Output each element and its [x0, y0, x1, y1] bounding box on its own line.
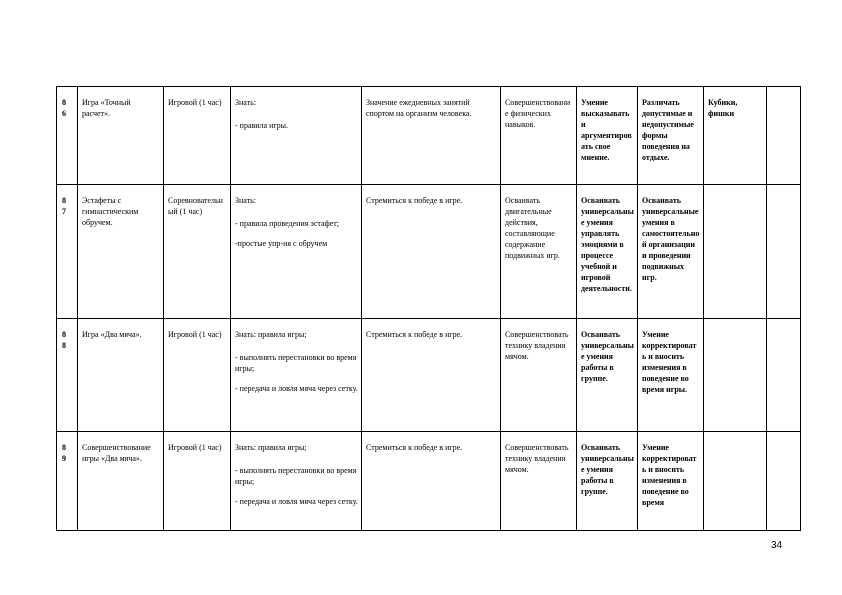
lesson-number: 8 6: [57, 87, 78, 185]
table-row: [57, 87, 801, 185]
knowledge-line: - выполнять перестановки во время игры;: [235, 353, 357, 373]
knowledge-cell: [231, 185, 362, 319]
subject-result: Осваивать двигательные действия, составляющие содержание подвижных игр.: [501, 185, 577, 319]
personal-result: Стремиться к победе в игре.: [362, 319, 501, 432]
knowledge-cell: [231, 87, 362, 185]
lesson-type: Игровой (1 час): [164, 87, 231, 185]
empty-cell: [767, 319, 801, 432]
knowledge-cell: [231, 432, 362, 531]
personal-result: Стремиться к победе в игре.: [362, 432, 501, 531]
subject-result: Совершенствование физических навыков.: [501, 87, 577, 185]
personal-result: Значение ежедневных занятий спортом на организм человека.: [362, 87, 501, 185]
empty-cell: [767, 432, 801, 531]
lesson-topic: Эстафеты с гимнастическим обручем.: [78, 185, 164, 319]
communicative-result: Осваивать универсальные умения в самостоятельной организации и проведении подвижных игр.: [638, 185, 704, 319]
table-row: [57, 432, 801, 531]
lesson-number: 8 8: [57, 319, 78, 432]
lesson-number: 8 7: [57, 185, 78, 319]
equipment: [704, 319, 767, 432]
lesson-number: 8 9: [57, 432, 78, 531]
knowledge-line: Знать: правила игры;: [235, 330, 307, 339]
regulatory-result: Умение высказывать и аргументировать свое мнение.: [577, 87, 638, 185]
knowledge-line: - выполнять перестановки во время игры;: [235, 466, 357, 486]
knowledge-line: Знать:: [235, 196, 256, 205]
lesson-type: Соревновательный (1 час): [164, 185, 231, 319]
communicative-result: Умение корректировать и вносить изменения в поведение во время: [638, 432, 704, 531]
knowledge-line: Знать:: [235, 98, 256, 107]
table-row: [57, 185, 801, 319]
regulatory-result: Осваивать универсальные умения работы в группе.: [577, 432, 638, 531]
knowledge-line: -простые упр-ия с обручем: [235, 239, 328, 248]
regulatory-result: Осваивать универсальные умения управлять эмоциями в процессе учебной и игровой деятельности.: [577, 185, 638, 319]
knowledge-line: - правила игры.: [235, 121, 289, 130]
table-row: [57, 319, 801, 432]
knowledge-cell: [231, 319, 362, 432]
communicative-result: Умение корректировать и вносить изменения в поведение во время игры.: [638, 319, 704, 432]
knowledge-line: - правила проведения эстафет;: [235, 219, 339, 228]
lesson-topic: Совершенствование игры «Два мяча».: [78, 432, 164, 531]
personal-result: Стремиться к победе в игре.: [362, 185, 501, 319]
page-number: 34: [771, 540, 783, 551]
subject-result: Совершенствовать технику владения мячом.: [501, 432, 577, 531]
subject-result: Совершенствовать технику владения мячом.: [501, 319, 577, 432]
lesson-type: Игровой (1 час): [164, 432, 231, 531]
knowledge-line: - передача и ловля мяча через сетку.: [235, 497, 358, 506]
equipment: [704, 185, 767, 319]
lesson-type: Игровой (1 час): [164, 319, 231, 432]
equipment: [704, 432, 767, 531]
knowledge-line: Знать: правила игры;: [235, 443, 307, 452]
table-body: [57, 87, 801, 531]
equipment: Кубики, фишки: [704, 87, 767, 185]
lesson-topic: Игра «Точный расчет».: [78, 87, 164, 185]
empty-cell: [767, 87, 801, 185]
lesson-plan-table: [56, 86, 801, 531]
communicative-result: Различать допустимые и недопустимые формы поведения на отдыхе.: [638, 87, 704, 185]
empty-cell: [767, 185, 801, 319]
lesson-topic: Игра «Два мяча».: [78, 319, 164, 432]
knowledge-line: - передача и ловля мяча через сетку.: [235, 384, 358, 393]
regulatory-result: Осваивать универсальные умения работы в группе.: [577, 319, 638, 432]
